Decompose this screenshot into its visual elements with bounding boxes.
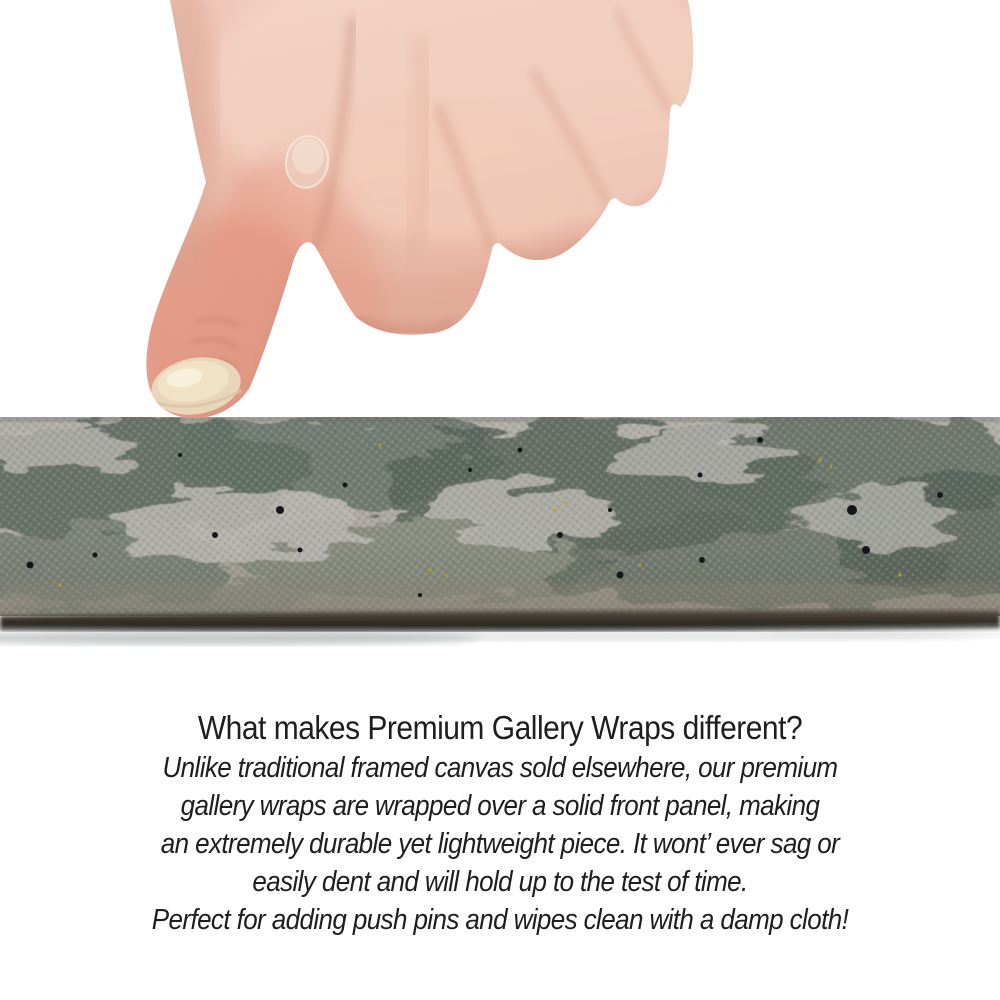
canvas-speckles: [27, 437, 944, 597]
caption-line-4: easily dent and will hold up to the test of time.: [252, 864, 748, 898]
thumb-wrinkles: [192, 319, 238, 368]
canvas-wrap-edge-photo: [0, 415, 1000, 655]
mid-highlight: [270, 95, 570, 275]
thumb-nail: [147, 351, 245, 422]
caption-line-5: Perfect for adding push pins and wipes clean with a damp cloth!: [151, 902, 849, 936]
canvas-texture: [0, 415, 1000, 626]
strip-drop-shadow: [0, 630, 1000, 645]
panel-edge: [0, 610, 1000, 631]
caption-line-3: an extremely durable yet lightweight piece. It wont’ ever sag or: [160, 826, 840, 860]
caption: [0, 710, 1000, 938]
thumb-redness: [140, 215, 330, 430]
hand-silhouette: [146, 0, 693, 418]
left-edge-shade: [150, 0, 214, 280]
paint-flecks: [58, 444, 901, 587]
caption-line-1: Unlike traditional framed canvas sold elsewhere, our premium: [162, 750, 838, 784]
caption-title: What makes Premium Gallery Wraps different?: [197, 709, 803, 747]
index-fingernail: [283, 133, 332, 190]
caption-line-2: gallery wraps are wrapped over a solid front panel, making: [180, 788, 820, 822]
finger-highlight: [210, 0, 730, 240]
finger-creases: [258, 10, 670, 372]
thumb-base-shade: [189, 139, 411, 430]
hand-photo: [0, 0, 1000, 430]
